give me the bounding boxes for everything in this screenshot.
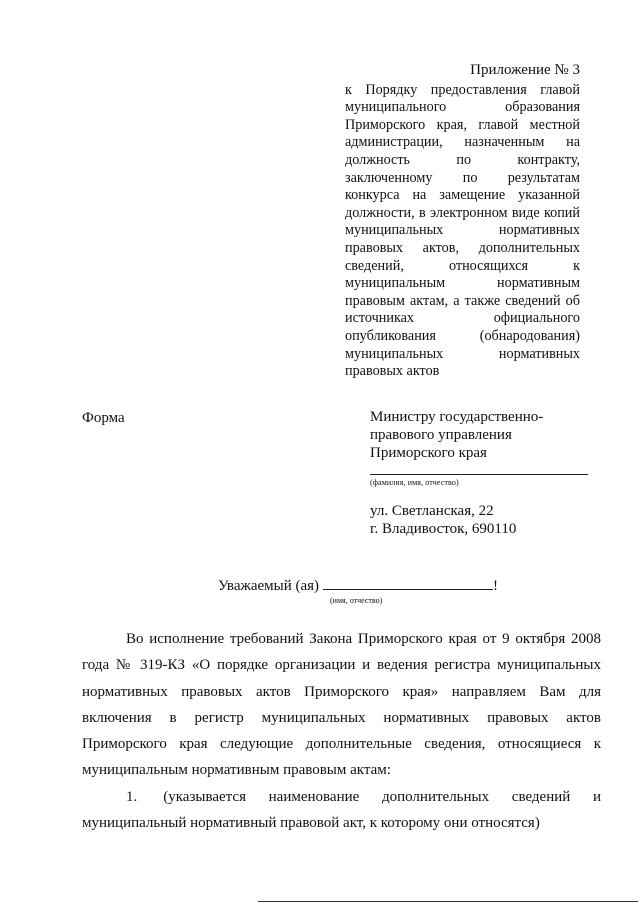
address-city: г. Владивосток, 690110 xyxy=(370,521,517,537)
postal-address xyxy=(370,502,595,538)
letter-body xyxy=(82,626,601,836)
appendix-title: Приложение № 3 xyxy=(470,62,580,78)
greeting-exclamation: ! xyxy=(493,578,499,594)
addressee-line-3: Приморского края xyxy=(370,445,487,461)
bottom-divider xyxy=(258,901,638,902)
greeting-text: Уважаемый (ая) xyxy=(218,578,320,594)
item-text-first: (указывается наименование дополнительных сведений и xyxy=(163,788,601,805)
name-caption: (фамилия, имя, отчество) xyxy=(370,478,459,487)
form-label: Форма xyxy=(82,410,125,426)
addressee-line-1: Министру государственно- xyxy=(370,409,544,425)
addressee-line-2: правового управления xyxy=(370,427,512,443)
addressee-block xyxy=(370,408,595,538)
body-paragraph: Во исполнение требований Закона Приморского края от 9 октября 2008 года № 319-КЗ «О порядке организации и ведения регистра муниципальных нормативных правовых актов Приморского края» направляем Вам для включения в регистр муниципальных нормативных правовых актов Приморского края следующие дополнительные сведения, относящиеся к муниципальным нормативным правовым актам: xyxy=(82,631,601,779)
greeting-line xyxy=(218,577,498,595)
list-item-1 xyxy=(82,784,601,810)
address-street: ул. Светланская, 22 xyxy=(370,503,494,519)
greeting-caption: (имя, отчество) xyxy=(330,596,383,605)
name-fill-line[interactable] xyxy=(370,464,588,475)
item-text-rest: муниципальный нормативный правовой акт, к которому они относятся) xyxy=(82,815,540,832)
item-number: 1. xyxy=(126,788,138,805)
greeting-name-fill-line[interactable] xyxy=(323,577,493,590)
appendix-description: к Порядку предоставления главой муниципального образования Приморского края, главой местной администрации, назначенным на должность по контракту, заключенному по результатам конкурса на замещение указанной должности, в электронном виде копий муниципальных нормативных правовых актов, дополнительных сведений, относящихся к муниципальным нормативным правовым актам, а также сведений об источниках официального опубликования (обнародования) муниципальных нормативных правовых актов xyxy=(345,81,580,380)
appendix-header xyxy=(345,62,580,381)
